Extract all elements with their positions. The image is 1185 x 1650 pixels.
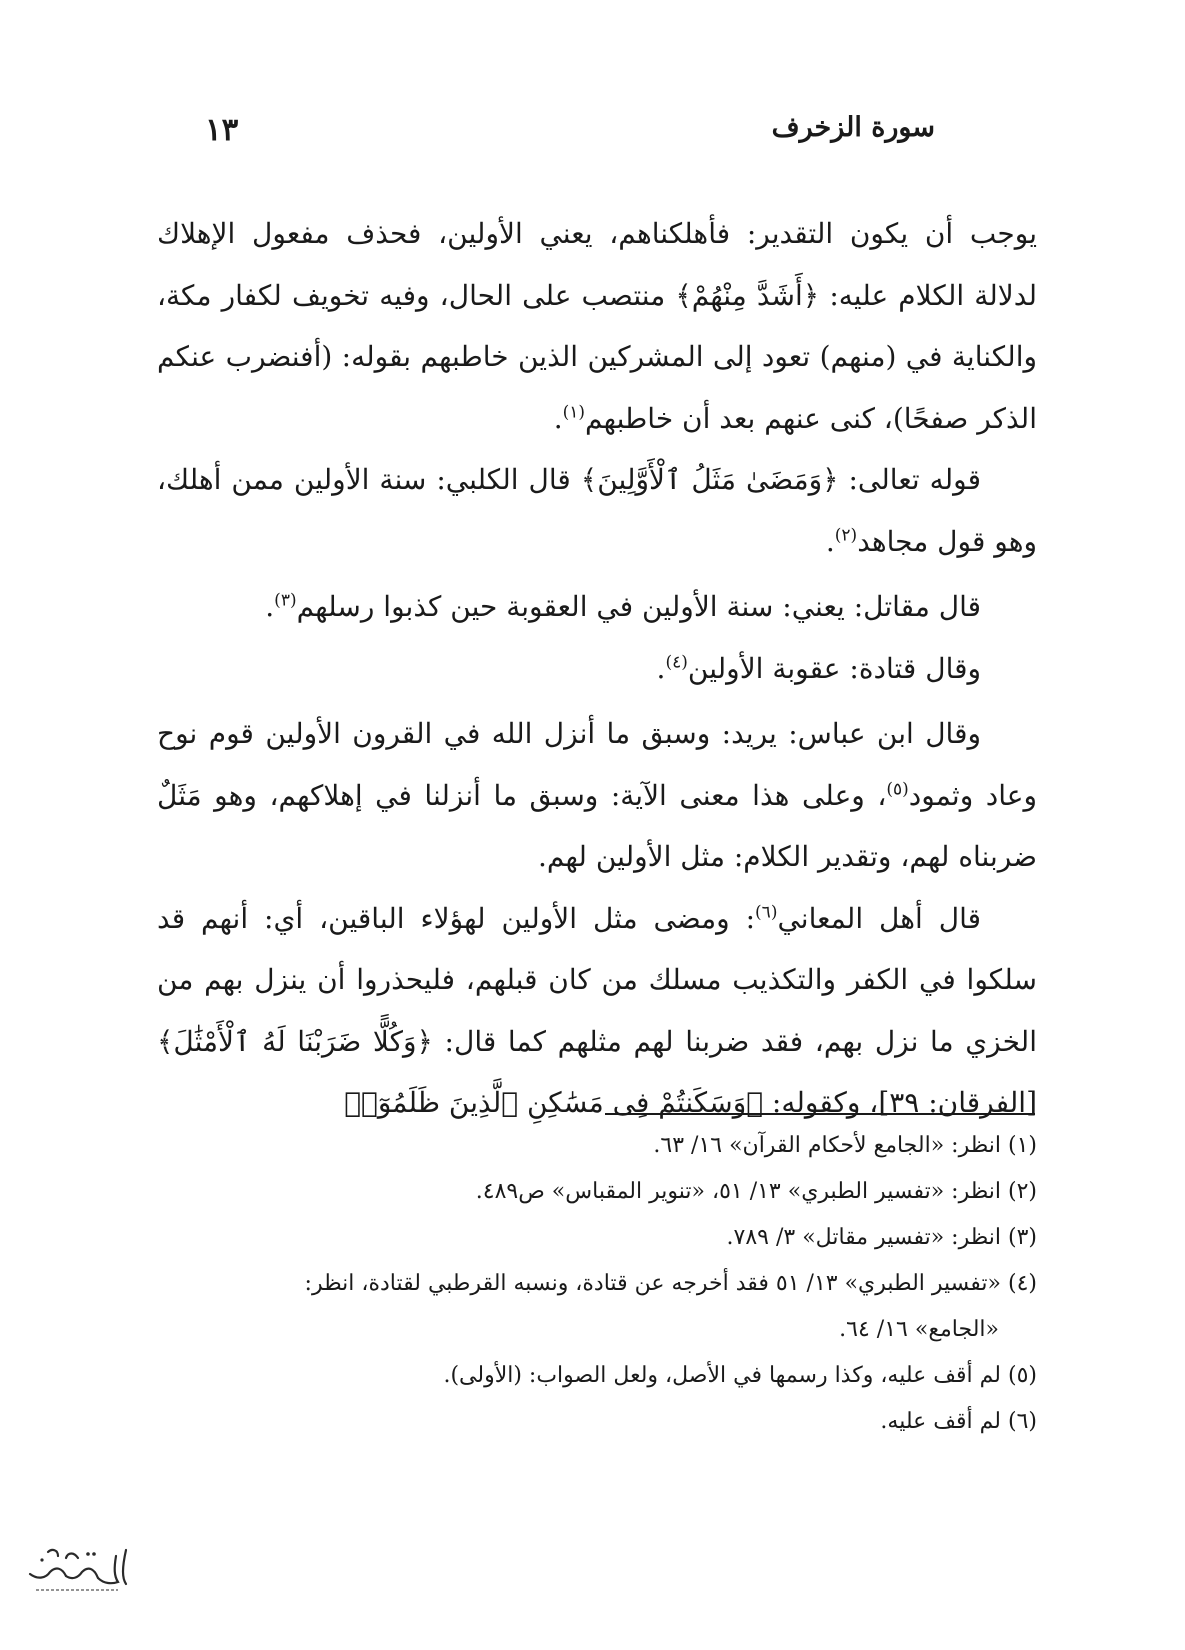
paragraph-1-text: يوجب أن يكون التقدير: فأهلكناهم، يعني الأولين، فحذف مفعول الإهلاك لدلالة الكلام عليه: ﴿أَشَدَّ مِنْهُمْ﴾ منتصب على الحال، وفيه تخويف لكفار مكة، والكناية في (منهم) تعود إلى المشركين الذين خاطبهم بقوله: (أفنضرب عنكم الذكر صفحًا)، كنى عنهم بعد أن خاطبهم [157, 217, 1037, 435]
main-text [157, 203, 1037, 1134]
footnotes [157, 1123, 1037, 1445]
paragraph-5-text-cont: ، وعلى هذا معنى الآية: وسبق ما أنزلنا في إهلاكهم، وهو مَثَلٌ ضربناه لهم، وتقدير الكلام: مثل الأولين لهم. [157, 778, 1037, 873]
paragraph-4-text: وقال قتادة: عقوبة الأولين [687, 651, 981, 685]
period: . [265, 590, 275, 623]
footnote-ref-2: (٢) [834, 525, 858, 546]
paragraph-4 [157, 638, 1037, 700]
footnote-4: (٤) «تفسير الطبري» ١٣/ ٥١ فقد أخرجه عن قتادة، ونسبه القرطبي لقتادة، انظر: [304, 1271, 1037, 1296]
paragraph-5 [157, 703, 1037, 888]
paragraph-6-text-cont: : ومضى مثل الأولين لهؤلاء الباقين، أي: أنهم قد سلكوا في الكفر والتكذيب مسلك من كان قبلهم، فليحذروا أن ينزل بهم من الخزي ما نزل بهم، فقد ضربنا لهم مثلهم كما قال: ﴿وَكُلًّا ضَرَبْنَا لَهُ ٱلْأَمْثَٰلَ﴾ [الفرقان: ٣٩]، وكقوله: ﴿وَسَكَنتُمْ فِى مَسَٰكِنِ ٱلَّذِينَ ظَلَمُوٓا۟ [157, 901, 1037, 1119]
footnote-4-cont: «الجامع» ١٦/ ٦٤. [839, 1317, 999, 1342]
watermark-logo [18, 1538, 138, 1598]
period: . [825, 524, 835, 558]
footnote-ref-3: (٣) [274, 590, 297, 611]
footnote-ref-1: (١) [562, 402, 586, 423]
paragraph-3 [157, 576, 1037, 638]
paragraph-1 [157, 203, 1037, 449]
page-number: ١٣ [205, 112, 239, 148]
footnote-2: (٢) انظر: «تفسير الطبري» ١٣/ ٥١، «تنوير المقباس» ص٤٨٩. [475, 1179, 1037, 1204]
period: . [553, 401, 563, 435]
footnote-1: (١) انظر: «الجامع لأحكام القرآن» ١٦/ ٦٣. [653, 1133, 1037, 1158]
footnote-6: (٦) لم أقف عليه. [880, 1409, 1037, 1434]
paragraph-3-text: قال مقاتل: يعني: سنة الأولين في العقوبة حين كذبوا رسلهم [296, 590, 981, 623]
page-header [205, 112, 935, 162]
surah-title: سورة الزخرف [771, 112, 935, 143]
paragraph-2 [157, 449, 1037, 572]
paragraph-2-text: قوله تعالى: ﴿وَمَضَىٰ مَثَلُ ٱلْأَوَّلِينَ﴾ قال الكلبي: سنة الأولين ممن أهلك، وهو قول مجاهد [157, 463, 1037, 558]
period: . [656, 651, 666, 685]
footnote-5: (٥) لم أقف عليه، وكذا رسمها في الأصل، ولعل الصواب: (الأولى). [443, 1363, 1037, 1388]
footnote-ref-4: (٤) [665, 652, 688, 673]
paragraph-6 [157, 888, 1037, 1134]
footnote-separator [605, 1113, 1035, 1115]
paragraph-6-text: قال أهل المعاني [777, 901, 981, 935]
paragraph-5-text: وقال ابن عباس: يريد: وسبق ما أنزل الله في القرون الأولين قوم نوح وعاد وثمود [157, 717, 1037, 812]
footnote-3: (٣) انظر: «تفسير مقاتل» ٣/ ٧٨٩. [726, 1225, 1037, 1250]
footnote-ref-6: (٦) [755, 902, 778, 923]
footnote-ref-5: (٥) [886, 779, 909, 800]
